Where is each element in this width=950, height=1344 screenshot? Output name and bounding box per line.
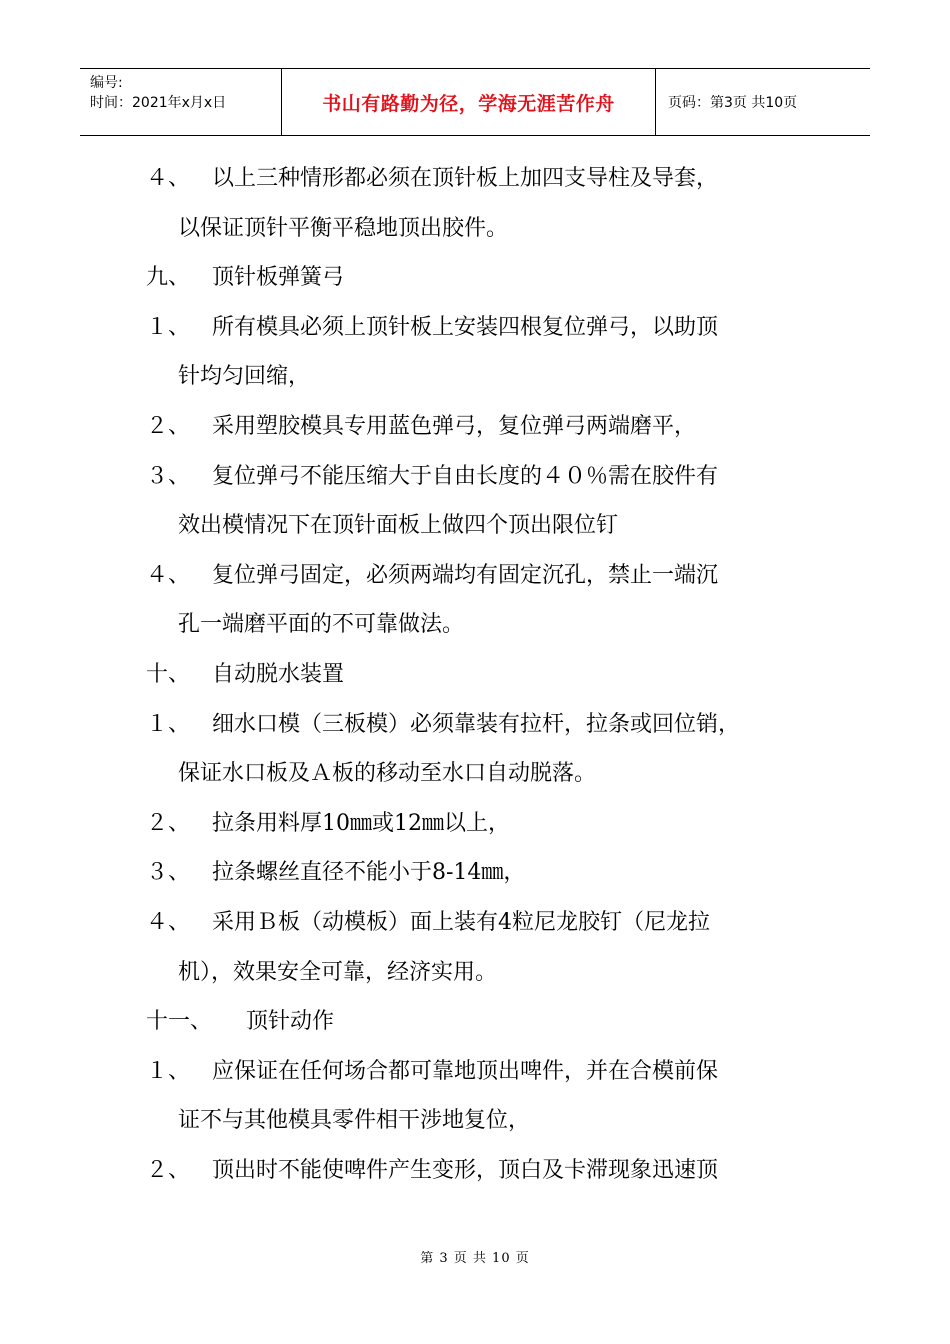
item-text: 证不与其他模具零件相干涉地复位， <box>178 1108 531 1134</box>
item-marker: 十一、 <box>146 1009 213 1035</box>
list-item <box>0 313 950 345</box>
item-text: 顶针板弹簧弓 <box>212 265 345 291</box>
list-item <box>0 858 950 890</box>
item-marker: ３、 <box>146 463 191 489</box>
item-marker: １、 <box>146 314 191 340</box>
list-item <box>0 1007 950 1039</box>
list-item-continuation <box>0 214 950 246</box>
list-item-continuation <box>0 610 950 642</box>
list-item <box>0 412 950 444</box>
list-item <box>0 710 950 742</box>
item-text: 所有模具必须上顶针板上安装四根复位弹弓，以助顶 <box>212 314 719 340</box>
item-marker: １、 <box>146 1058 191 1084</box>
list-item-continuation <box>0 759 950 791</box>
item-text: 以上三种情形都必须在顶针板上加四支导柱及导套， <box>212 166 719 191</box>
list-item <box>0 462 950 494</box>
list-item-continuation <box>0 958 950 990</box>
list-item <box>0 809 950 841</box>
document-number-label: 编号: <box>90 75 123 91</box>
list-item <box>0 164 950 196</box>
page-footer: 第 3 页 共 10 页 <box>420 1251 530 1266</box>
item-marker: ４、 <box>146 166 191 191</box>
list-item <box>0 1156 950 1188</box>
list-item <box>0 908 950 940</box>
item-text: 顶出时不能使啤件产生变形，顶白及卡滞现象迅速顶 <box>212 1158 719 1183</box>
page-header <box>80 68 870 136</box>
list-item-continuation <box>0 511 950 543</box>
item-text: 采用Ｂ板（动模板）面上装有4粒尼龙胶钉（尼龙拉 <box>212 910 710 935</box>
item-text: 顶针动作 <box>246 1009 335 1035</box>
item-text: 复位弹弓固定，必须两端均有固定沉孔，禁止一端沉 <box>212 562 719 588</box>
item-marker: ４、 <box>146 910 191 935</box>
item-marker: １、 <box>146 711 191 737</box>
item-marker: ２、 <box>146 810 191 836</box>
list-item <box>0 660 950 692</box>
item-marker: 九、 <box>146 265 191 291</box>
item-text: 拉条用料厚10㎜或12㎜以上， <box>212 810 510 836</box>
item-text: 效出模情况下在顶针面板上做四个顶出限位钉 <box>178 513 619 539</box>
item-text: 机），效果安全可靠，经济实用。 <box>178 959 498 985</box>
item-marker: ３、 <box>146 860 191 886</box>
header-motto: 书山有路勤为径，学海无涯苦作舟 <box>282 69 656 135</box>
header-meta <box>80 69 282 135</box>
list-item <box>0 561 950 593</box>
item-text: 采用塑胶模具专用蓝色弹弓，复位弹弓两端磨平， <box>212 414 697 439</box>
item-marker: 十、 <box>146 662 191 687</box>
list-item <box>0 1057 950 1089</box>
list-item <box>0 263 950 295</box>
item-marker: ４、 <box>146 562 191 588</box>
item-text: 针均匀回缩， <box>178 364 311 390</box>
item-text: 细水口模（三板模）必须靠装有拉杆，拉条或回位销， <box>212 711 741 737</box>
list-item-continuation <box>0 362 950 394</box>
item-text: 拉条螺丝直径不能小于8-14㎜， <box>212 860 526 886</box>
item-text: 保证水口板及Ａ板的移动至水口自动脱落。 <box>178 761 597 787</box>
item-marker: ２、 <box>146 1158 191 1183</box>
item-text: 孔一端磨平面的不可靠做法。 <box>178 612 465 638</box>
list-item-continuation <box>0 1106 950 1138</box>
item-text: 应保证在任何场合都可靠地顶出啤件，并在合模前保 <box>212 1058 719 1084</box>
document-date: 时间：2021年x月x日 <box>90 95 227 111</box>
item-marker: ２、 <box>146 414 191 439</box>
item-text: 复位弹弓不能压缩大于自由长度的４０％需在胶件有 <box>212 463 719 489</box>
item-text: 以保证顶针平衡平稳地顶出胶件。 <box>178 215 509 241</box>
header-page-info: 页码：第3页 共10页 <box>668 95 798 111</box>
item-text: 自动脱水装置 <box>212 662 345 687</box>
